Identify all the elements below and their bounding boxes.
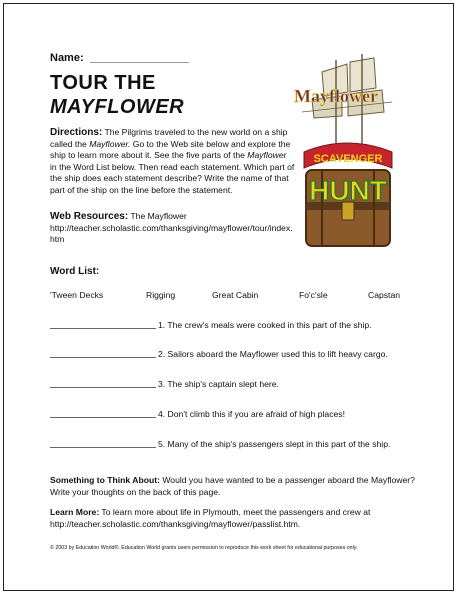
word-list-item: 'Tween Decks (50, 290, 104, 300)
copyright-notice: © 2003 by Education World®. Education World grants users permission to reproduce this work sheet for educational purposes only. (50, 545, 358, 551)
word-list-item: Great Cabin (212, 290, 259, 300)
word-list-title: Word List: (50, 266, 100, 277)
statement-4: 4. Don't climb this if you are afraid of high places! (158, 409, 345, 419)
scavenger-hunt-logo (292, 52, 402, 252)
learn-more-label: Learn More: (50, 507, 100, 517)
statement-5: 5. Many of the ship's passengers slept in this part of the ship. (158, 439, 391, 449)
directions-paragraph (50, 127, 295, 197)
think-about-label: Something to Think About: (50, 475, 160, 485)
directions-text-3: in the Word List below. Then read each statement. Which part of the ship does each statement describe? Write the name of that part of the ship on the line before the statement. (50, 161, 295, 195)
logo-word-scavenger: SCAVENGER (313, 153, 383, 165)
web-resources (50, 211, 295, 246)
think-about-section (50, 475, 430, 498)
learn-more-text: To learn more about life in Plymouth, meet the passengers and crew at http://teacher.scholastic.com/thanksgiving/mayflower/passlist.htm. (50, 507, 371, 529)
directions-text-2: Go to the Web site below and explore the ship to learn more about it. See the five parts of the (50, 138, 291, 161)
logo-word-mayflower: Mayflower (294, 86, 378, 106)
answer-blank-5[interactable] (50, 447, 156, 448)
statement-2: 2. Sailors aboard the Mayflower used this to lift heavy cargo. (158, 349, 388, 359)
answer-blank-2[interactable] (50, 357, 156, 358)
web-resources-url[interactable]: http://teacher.scholastic.com/thanksgiving/mayflower/tour/index.htm (50, 222, 293, 245)
logo-word-hunt: HUNT (309, 175, 387, 206)
word-list-item: Capstan (368, 290, 401, 300)
name-field[interactable] (90, 62, 189, 63)
page-title-line1: TOUR THE (50, 72, 156, 94)
directions-italic-1: Mayflower. (89, 138, 131, 149)
statement-1: 1. The crew's meals were cooked in this part of the ship. (158, 320, 372, 330)
word-list-item: Rigging (146, 290, 176, 300)
answer-blank-3[interactable] (50, 387, 156, 388)
word-list-item: Fo'c'sle (299, 290, 328, 300)
answer-blank-1[interactable] (50, 328, 156, 329)
learn-more-section (50, 507, 430, 530)
page-title-line2: MAYFLOWER (50, 96, 185, 118)
directions-label: Directions: (50, 127, 103, 138)
answer-blank-4[interactable] (50, 417, 156, 418)
web-resources-label: Web Resources: (50, 211, 129, 222)
statement-3: 3. The ship's captain slept here. (158, 379, 279, 389)
name-label: Name: (50, 52, 84, 64)
web-resources-title: The Mayflower (128, 211, 187, 221)
directions-italic-2: Mayflower (247, 150, 287, 161)
directions-text-1: The Pilgrims traveled to the new world on a ship called the (50, 127, 288, 149)
think-about-text: Would you have wanted to be a passenger aboard the Mayflower? Write your thoughts on the back of this page. (50, 475, 415, 497)
